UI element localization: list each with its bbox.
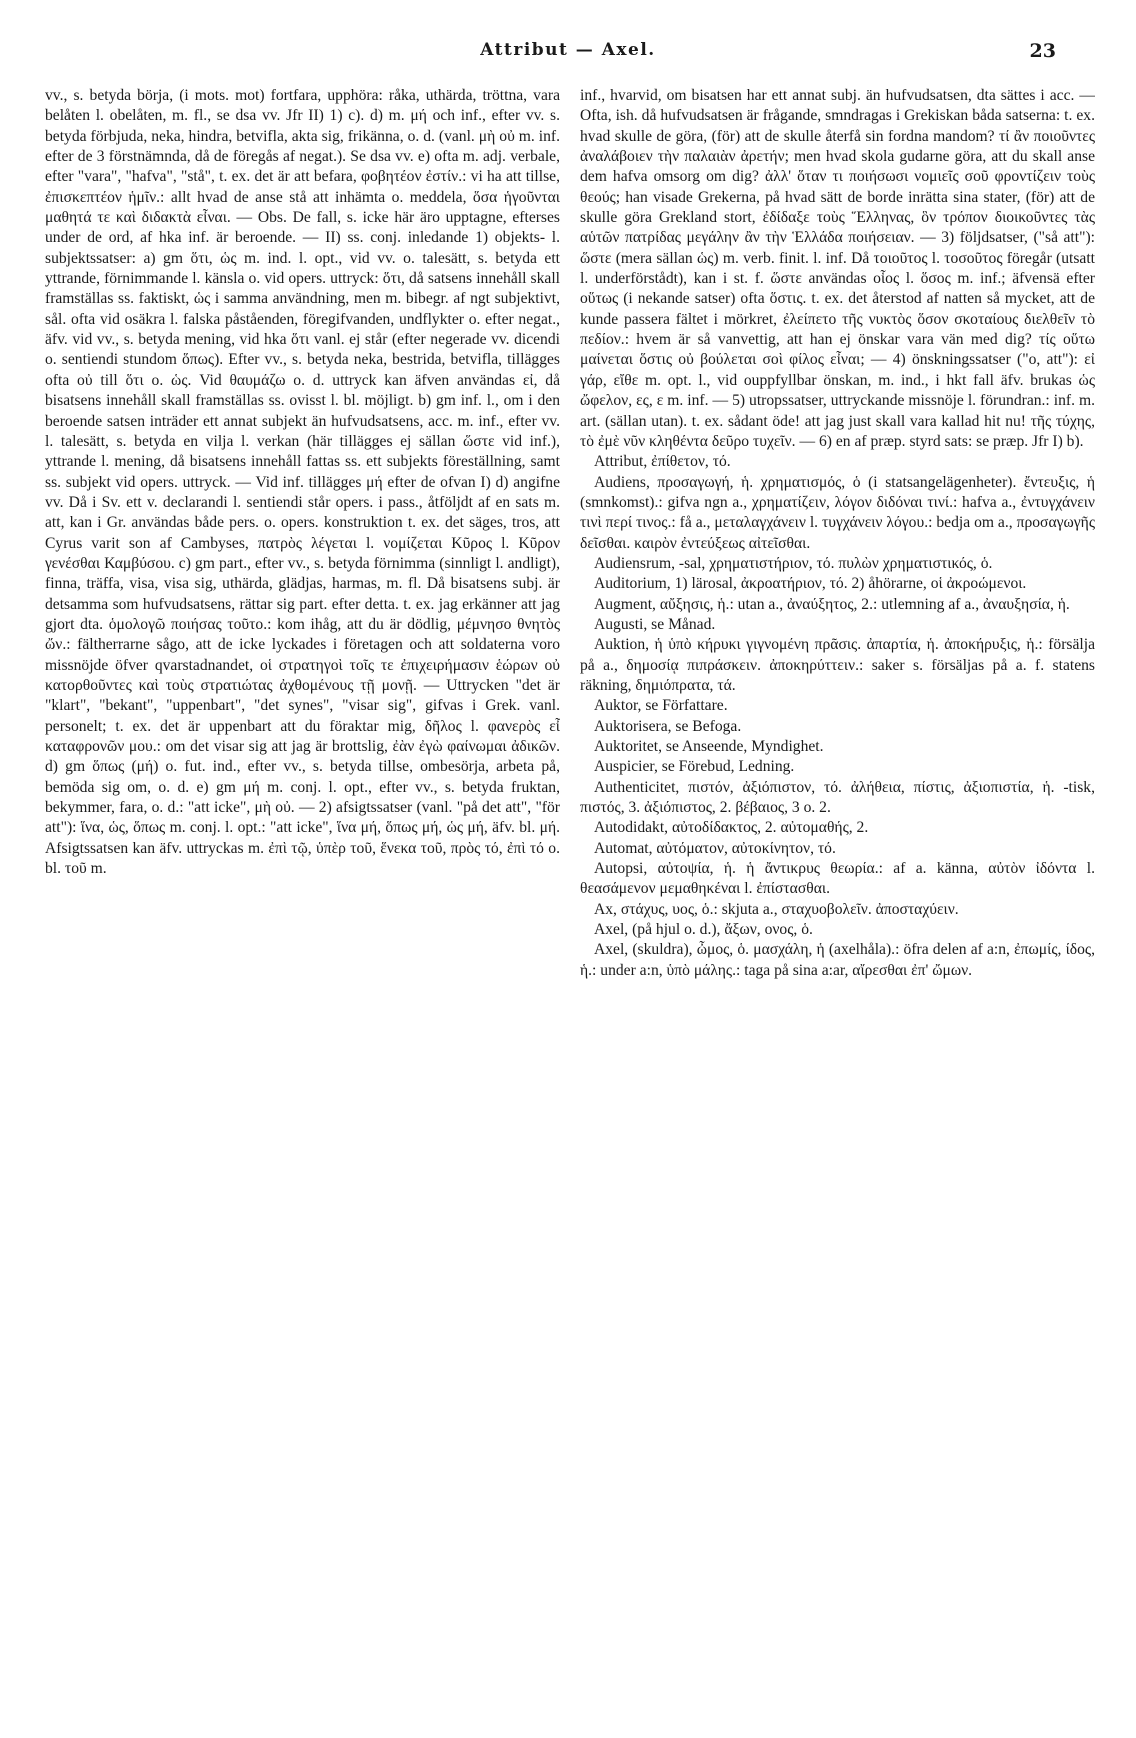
dictionary-entry: Autopsi, αὐτοψία, ἡ. ἡ ἄντικρυς θεωρία.: af a. känna, αὐτὸν ἰδόντα l. θεασάμενον μεμαθηκέναι l. ἐπίστασθαι. [580, 860, 1095, 898]
dictionary-entry: Auktorisera, se Befoga. [594, 717, 742, 735]
right-column [580, 86, 1095, 1716]
dictionary-entry: Auktor, se Författare. [594, 697, 728, 715]
entry-paragraph: inf., hvarvid, om bisatsen har ett annat subj. än hufvudsatsen, dta sättes i acc. — Ofta, ish. då hufvudsatsen är frågande, smndragas i Grekiskan båda satserna: t. ex. hvad skulle de göra, (för) att de skulle återfå sin fordna mandom? τί ἂν ποιοῦντες ἀναλάβοιεν τὴν παλαιὰν ἀρετήν; men hvad skola gudarne göra, att du skall anse dem hafva omsorg om dig? ἀλλ' ὅταν τι ποιήσωσι νομιεῖς σοῦ φροντίζειν τοὺς θεούς; han visade Grekerna, på hvad sätt de borde inrätta sina stater, (för) att de skulle göra Grekland stort, ἐδίδαξε τοὺς Ἕλληνας, ὃν τρόπον διοικοῦντες τὰς αὑτῶν πατρίδας μεγάλην ἂν τὴν Ἑλλάδα ποιήσειαν. — 3) följdsatser, ("så att"): ὥστε (mera sällan ὡς) m. verb. finit. l. inf. Då τοιοῦτος l. τοσοῦτος föregår (utsatt l. underförstådt), kan i st. f. ὥστε användas οἷος l. ὅσος m. inf.; äfvensä efter οὕτως (i nekande satser) ofta ὅστις. t. ex. det återstod af natten så mycket, att de kunde passera fältet i mörkret, ἐλείπετο τῆς νυκτὸς ὅσον σκοταίους διελθεῖν τὸ πεδίον.: hvem är så vanvettig, att han ej önskar vara vän med dig? τίς οὕτω μαίνεται ὅστις οὐ βούλεται σοὶ φίλος εἶναι; — 4) önskningssatser ("o, att"): εἰ γάρ, εἴθε m. opt. l., vid ouppfyllbar önskan, m. ind., i hkt fall äfv. brukas ὡς ὤφελον, ες, ε m. inf. — 5) utropssatser, uttryckande missnöje l. förundran.: inf. m. art. (sällan utan). t. ex. sådant öde! att jag just skall vara kallad hit nu! τῆς τύχης, τὸ ἐμὲ νῦν κληθέντα δεῦρο τυχεῖν. — 6) en af præp. styrd sats: se præp. Jfr I) b). [580, 87, 1095, 450]
dictionary-entry: Attribut, ἐπίθετον, τό. [594, 453, 731, 471]
left-column [45, 86, 560, 1716]
running-head: Attribut — Axel. [480, 40, 656, 60]
dictionary-entry: Authenticitet, πιστόν, ἀξιόπιστον, τό. ἀλήθεια, πίστις, ἀξιοπιστία, ἡ. -tisk, πιστός, 3. ἀξιόπιστος, 2. βέβαιος, 3 o. 2. [580, 778, 1095, 817]
page-number: 23 [1029, 40, 1056, 62]
dictionary-entry: Auspicier, se Förebud, Ledning. [594, 758, 795, 776]
dictionary-entry: Audiens, προσαγωγή, ἡ. χρηματισμός, ὁ (i statsangelägenheter). ἔντευξις, ἡ (smnkomst).: gifva ngn a., χρηματίζειν, λόγον διδόναι τινί.: hafva a., ἐντυγχάνειν τινὶ περί τινος.: få a., μεταλαγχάνειν l. τυγχάνειν λόγου.: bedja om a., προσαγωγῆς δεῖσθαι. καιρὸν ἐντεύξεως αἰτεῖσθαι. [580, 473, 1095, 552]
dictionary-entry: Augment, αὔξησις, ἡ.: utan a., ἀναύξητος, 2.: utlemning af a., ἀναυξησία, ἡ. [594, 595, 1070, 613]
dictionary-entry: Automat, αὐτόματον, αὐτοκίνητον, τό. [594, 839, 836, 857]
dictionary-entry: Autodidakt, αὐτοδίδακτος, 2. αὐτομαθής, 2. [594, 819, 869, 837]
dictionary-entry: Ax, στάχυς, υος, ὁ.: skjuta a., σταχυοβολεῖν. ἀποσταχύειν. [594, 900, 959, 918]
dictionary-entry: Auditorium, 1) lärosal, ἀκροατήριον, τό. 2) åhörarne, οἱ ἀκροώμενοι. [594, 575, 1027, 593]
dictionary-entry: Axel, (på hjul o. d.), ἄξων, ονος, ὁ. [594, 921, 813, 939]
entry-paragraph: vv., s. betyda börja, (i mots. mot) fortfara, upphöra: råka, uthärda, tröttna, vara belåten l. obelåten, m. fl., se dsa vv. Jfr II) 1) c). d) m. μή och inf., efter vv. s. betyda förbjuda, neka, hindra, betvifla, akta sig, frikänna, o. d. (vanl. μὴ οὐ m. inf. efter de 3 förstnämnda, då de föregås af negat.). Se dsa vv. e) ofta m. adj. verbale, efter "vara", "hafva", "stå", t. ex. det är att befara, φοβητέον ἐστίν.: vi ha att tillse, ἐπισκεπτέον ἡμῖν.: allt hvad de anse stå att inhämta o. meddela, ὅσα ἡγοῦνται μαθητά τε καὶ διδακτὰ εἶναι. — Obs. De fall, s. icke här äro upptagne, efterses under de ord, af hka inf. är beroende. — II) ss. conj. inledande 1) objekts- l. subjektssatser: a) gm ὅτι, ὡς m. ind. l. opt., vid vv. o. talesätt, s. betyda ett yttrande, förnimmande l. känsla o. vid opers. uttryck: ὅτι, då satsens innehåll skall framställas ss. faktiskt, ὡς i samma användning, men m. bibegr. af ngt subjektivt, sål. ofta vid osäkra l. falska påståenden, föregifvanden, undflykter o. efter negat., äfv. vid vv., s. betyda mening, vid hka ὅτι vanl. ej står (efter negerade vv. dicendi o. sentiendi stundom ὅπως). Efter vv., s. betyda neka, bestrida, betvifla, tillägges ofta οὐ till ὅτι o. ὡς. Vid θαυμάζω o. d. uttryck kan äfven användas εἰ, då bisatsens innehåll skall framställas ss. ovisst l. bl. möjligt. b) gm inf. l., om i den beroende satsen inträder ett annat subjekt än hufvudsatsens, acc. m. inf., efter vv. l. talesätt, s. betyda en vilja l. verkan (här tillägges ej sällan ὥστε vid inf.), yttrande l. mening, då bisatsens innehåll fattas ss. ett subjekts föreställning, samt ss. subjekt vid opers. uttryck. — Vid inf. tillägges μή efter de ofvan I) d) angifne vv. Då i Sv. ett v. declarandi l. sentiendi står opers. i pass., åtföljdt af en sats m. att, kan i Gr. användas både pers. o. opers. konstruktion t. ex. det säges, tros, att Cyrus varit son af Cambyses, πατρὸς λέγεται l. νομίζεται Κῦρος l. Κῦρον γενέσθαι Καμβύσου. c) gm part., efter vv., s. betyda förnimma (sinnligt l. andligt), finna, träffa, visa, visa sig, uthärda, glädjas, harmas, m. fl. Då bisatsens subj. är detsamma som hufvudsatsens, rättar sig part. efter detta. t. ex. jag erkänner att jag gjort dta. ὁμολογῶ ποιήσας τοῦτο.: kom ihåg, att du är dödlig, μέμνησο θνητὸς ὤν.: fältherrarne sågo, att de icke lyckades i företagen och att soldaterna voro missnöjde öfver qvarstadnandet, οἱ στρατηγοὶ τοῖς τε ἐπιχειρήμασιν ἑώρων οὐ κατορθοῦντες καὶ τοὺς στρατιώτας ἀχθομένους τῇ μονῇ. — Uttrycken "det är "klart", "bekant", "uppenbart", "det synes", "visar sig", gifvas i Grek. vanl. personelt; t. ex. det är uppenbart att du föraktar mig, δῆλος l. φανερὸς εἶ καταφρονῶν μου.: om det visar sig att jag är brottslig, ἐὰν ἐγὼ φαίνωμαι ἀδικῶν. d) gm ὅπως (μή) o. fut. ind., efter vv., s. betyda tillse, ombesörja, arbeta på, bemöda sig om, o. d. e) gm μή m. conj. l. opt., efter vv., s. betyda fruktan, bekymmer, fara, o. d.: "att icke", μὴ οὐ. — 2) afsigtssatser (vanl. "på det att", "för att"): ἵνα, ὡς, ὅπως m. conj. l. opt.: "att icke", ἵνα μή, ὅπως μή, ὡς μή, äfv. bl. μή. Afsigtssatsen kan äfv. uttryckas m. ἐπὶ τῷ, ὑπὲρ τοῦ, ἕνεκα τοῦ, πρὸς τό, ἐπὶ τό o. bl. τοῦ m. [45, 87, 560, 878]
dictionary-entry: Auktoritet, se Anseende, Myndighet. [594, 738, 824, 755]
dictionary-entry: Audiensrum, -sal, χρηματιστήριον, τό. πυλὼν χρηματιστικός, ὁ. [594, 554, 993, 572]
dictionary-entry: Axel, (skuldra), ὦμος, ὁ. μασχάλη, ἡ (axelhåla).: öfra delen af a:n, ἐπωμίς, ίδος, ἡ.: under a:n, ὑπὸ μάλης.: taga på sina a:ar, αἴρεσθαι ἐπ' ὤμων. [580, 941, 1095, 979]
dictionary-entry: Auktion, ἡ ὑπὸ κήρυκι γιγνομένη πρᾶσις. ἀπαρτία, ἡ. ἀποκήρυξις, ἡ.: försälja på a., δημοσίᾳ πιπράσκειν. ἀποκηρύττειν.: saker s. försäljas på a. f. statens räkning, δημιόπρατα, τά. [580, 636, 1095, 694]
dictionary-entry: Augusti, se Månad. [594, 615, 716, 633]
page-header [60, 40, 1076, 70]
